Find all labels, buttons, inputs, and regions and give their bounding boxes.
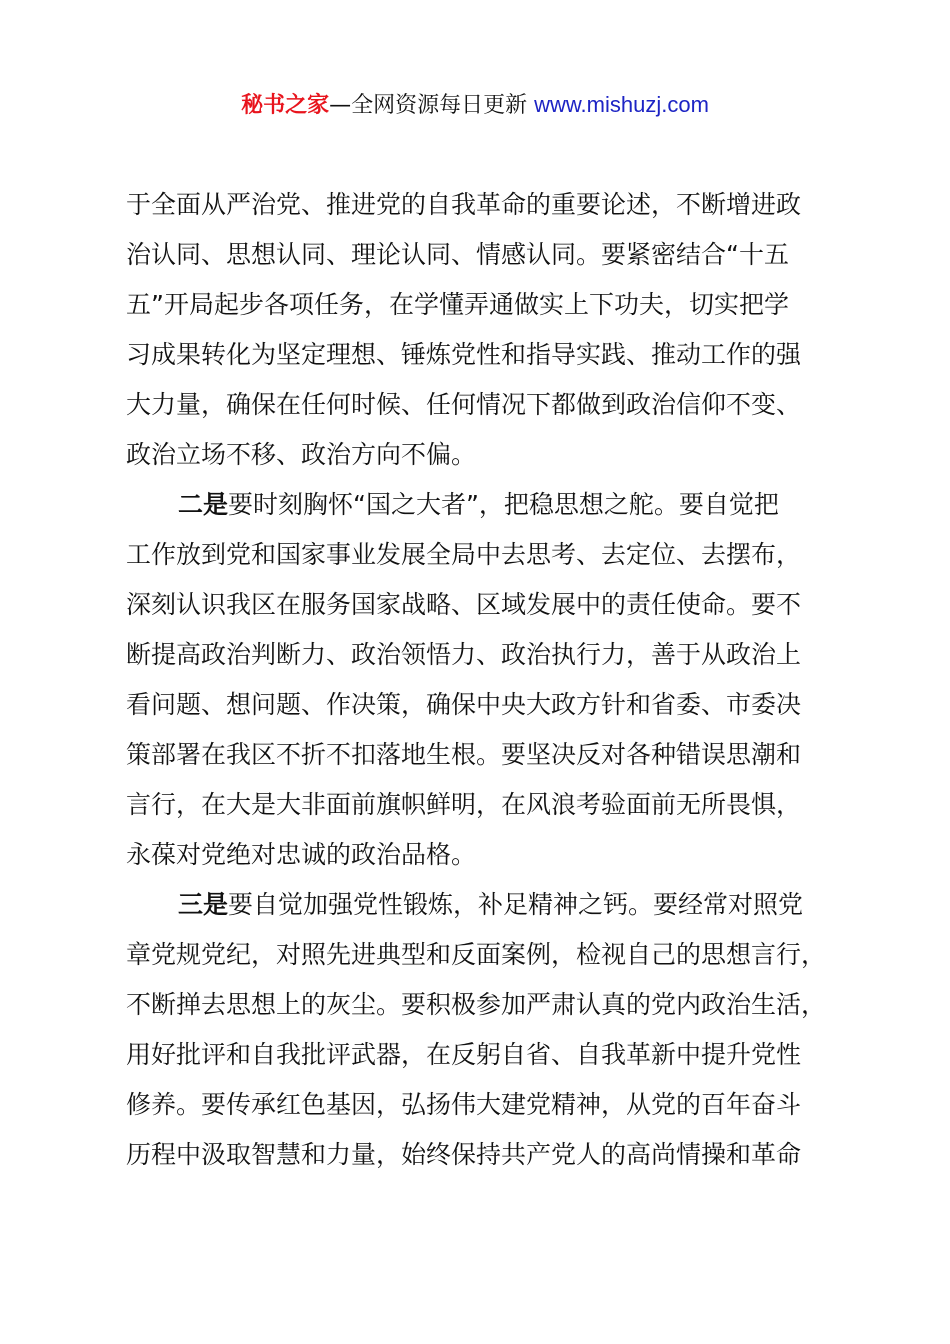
text-line: 历程中汲取智慧和力量，始终保持共产党人的高尚情操和革命 [126, 1140, 802, 1169]
paragraph-first-line [126, 480, 846, 530]
text-line: 永葆对党绝对忠诚的政治品格。 [126, 840, 477, 869]
text-line: 政治立场不移、政治方向不偏。 [126, 440, 477, 469]
paragraph-3 [126, 880, 846, 1180]
text-line: 修养。要传承红色基因，弘扬伟大建党精神，从党的百年奋斗 [126, 1090, 802, 1119]
text-line: 断提高政治判断力、政治领悟力、政治执行力，善于从政治上 [126, 640, 802, 669]
text-line: 于全面从严治党、推进党的自我革命的重要论述，不断增进政 [126, 190, 802, 219]
paragraph-lead: 二是 [178, 490, 229, 519]
paragraph-1 [126, 180, 846, 480]
page-header [0, 88, 950, 123]
text-line: 用好批评和自我批评武器，在反躬自省、自我革新中提升党性 [126, 1040, 802, 1069]
text-line: 五”开局起步各项任务，在学懂弄通做实上下功夫，切实把学 [126, 290, 789, 319]
website-url[interactable]: www.mishuzj.com [534, 92, 709, 117]
text-line: 工作放到党和国家事业发展全局中去思考、去定位、去摆布， [126, 540, 802, 569]
paragraph-2 [126, 480, 846, 880]
header-tagline: —全网资源每日更新 [329, 93, 535, 118]
text-line: 策部署在我区不折不扣落地生根。要坚决反对各种错误思潮和 [126, 740, 802, 769]
text-line: 看问题、想问题、作决策，确保中央大政方针和省委、市委决 [126, 690, 802, 719]
text-line: 习成果转化为坚定理想、锤炼党性和指导实践、推动工作的强 [126, 340, 802, 369]
text-line: 言行，在大是大非面前旗帜鲜明，在风浪考验面前无所畏惧， [126, 790, 802, 819]
text-line: 不断掸去思想上的灰尘。要积极参加严肃认真的党内政治生活， [126, 990, 827, 1019]
paragraph-lead: 三是 [178, 890, 229, 919]
paragraph-first-text: 要自觉加强党性锻炼，补足精神之钙。要经常对照党 [228, 890, 804, 919]
text-line: 章党规党纪，对照先进典型和反面案例，检视自己的思想言行， [126, 940, 827, 969]
text-line: 大力量，确保在任何时候、任何情况下都做到政治信仰不变、 [126, 390, 802, 419]
paragraph-first-text: 要时刻胸怀“国之大者”，把稳思想之舵。要自觉把 [228, 490, 779, 519]
paragraph-first-line [126, 880, 846, 930]
document-body [126, 180, 846, 1180]
text-line: 治认同、思想认同、理论认同、情感认同。要紧密结合“十五 [126, 240, 789, 269]
brand-name: 秘书之家 [241, 93, 330, 118]
text-line: 深刻认识我区在服务国家战略、区域发展中的责任使命。要不 [126, 590, 802, 619]
